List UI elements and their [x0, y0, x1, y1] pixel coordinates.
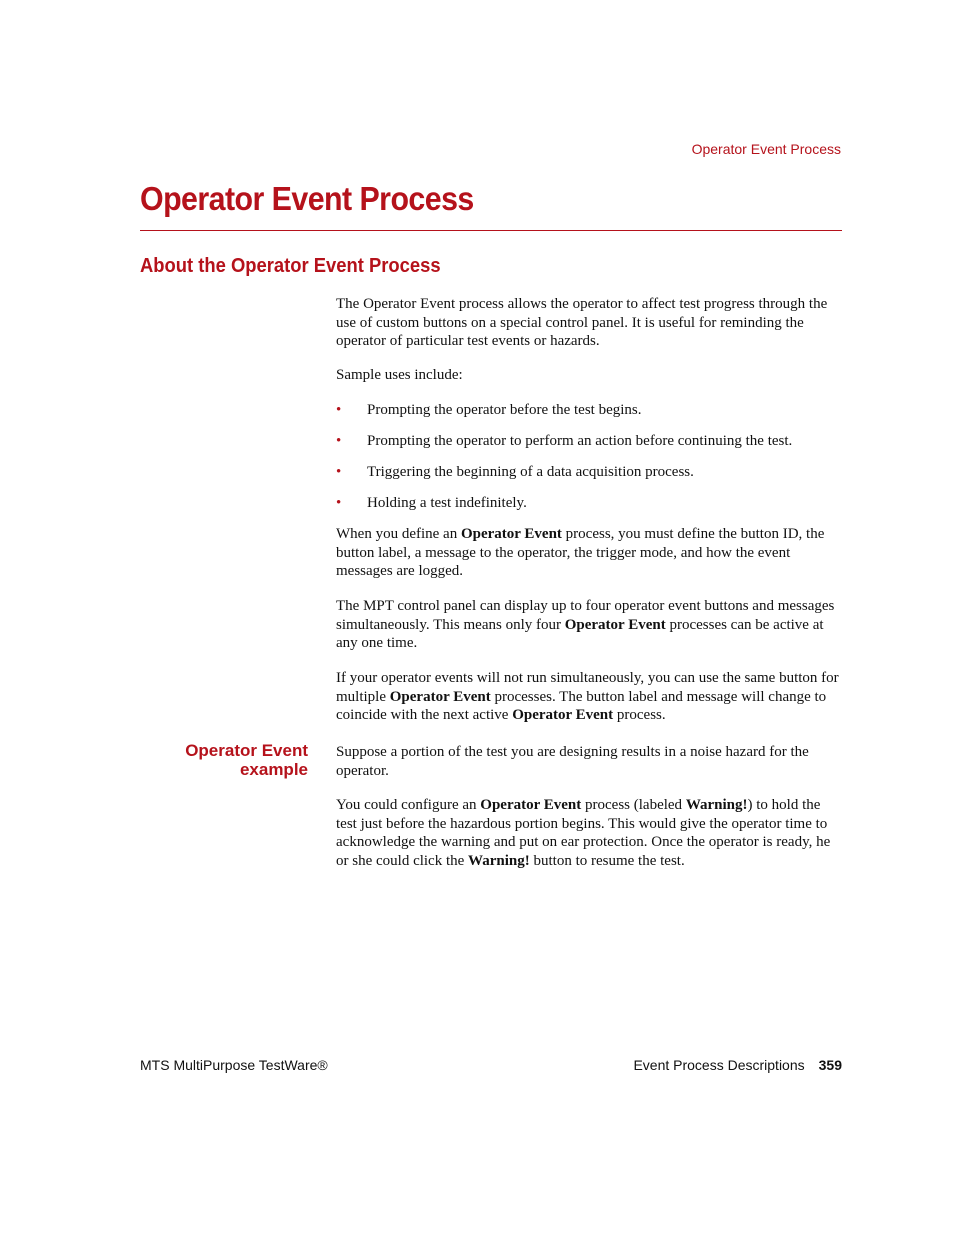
- list-item: [336, 401, 642, 420]
- side-heading-line1: Operator Event: [185, 741, 308, 760]
- display-paragraph: [336, 597, 842, 653]
- list-item: [336, 432, 792, 451]
- same-button-paragraph: [336, 669, 842, 725]
- define-paragraph: [336, 525, 842, 581]
- side-heading: [185, 741, 308, 779]
- same-button-text: If your operator events will not run simultaneously, you can use the same button for multiple Operator Event processes. The button label and message will change to coincide with the next active Operator Event process.: [336, 670, 839, 724]
- define-text: When you define an Operator Event process, you must define the button ID, the button label, a message to the operator, the trigger mode, and how the event messages are logged.: [336, 526, 825, 580]
- page-number: 359: [818, 1057, 842, 1073]
- footer-section-title: Event Process Descriptions: [633, 1057, 805, 1073]
- configure-text: You could configure an Operator Event process (labeled Warning!) to hold the test just before the hazardous portion begins. This would give the operator time to acknowledge the warning and put on ear protection. Once the operator is ready, he or she could click the Warning! button to resume the test.: [336, 797, 831, 869]
- list-item-text: Prompting the operator before the test begins.: [367, 402, 642, 418]
- sample-uses-text: Sample uses include:: [336, 367, 463, 383]
- sample-uses-label: [336, 366, 842, 385]
- list-item: [336, 494, 527, 513]
- display-text: The MPT control panel can display up to four operator event buttons and messages simultaneously. This means only four Operator Event processes can be active at any one time.: [336, 598, 835, 652]
- intro-text: The Operator Event process allows the operator to affect test progress through the use of custom buttons on a special control panel. It is useful for reminding the operator of particular test events or hazards.: [336, 296, 828, 350]
- bullet-icon: •: [336, 464, 342, 480]
- title-rule: [140, 230, 842, 231]
- bullet-icon: •: [336, 402, 342, 418]
- list-item-text: Prompting the operator to perform an action before continuing the test.: [367, 433, 793, 449]
- list-item-text: Triggering the beginning of a data acquisition process.: [367, 464, 694, 480]
- intro-paragraph: [336, 295, 842, 351]
- page-title: Operator Event Process: [140, 180, 474, 217]
- footer-section: [633, 1057, 842, 1073]
- footer-product: MTS MultiPurpose TestWare®: [140, 1057, 328, 1073]
- running-head: Operator Event Process: [691, 141, 841, 157]
- bullet-icon: •: [336, 495, 342, 511]
- section-heading: About the Operator Event Process: [140, 255, 441, 277]
- suppose-paragraph: [336, 743, 842, 780]
- configure-paragraph: [336, 796, 842, 870]
- list-item: [336, 463, 694, 482]
- bullet-icon: •: [336, 433, 342, 449]
- list-item-text: Holding a test indefinitely.: [367, 495, 527, 511]
- side-heading-line2: example: [239, 760, 308, 779]
- suppose-text: Suppose a portion of the test you are designing results in a noise hazard for the operator.: [336, 744, 809, 779]
